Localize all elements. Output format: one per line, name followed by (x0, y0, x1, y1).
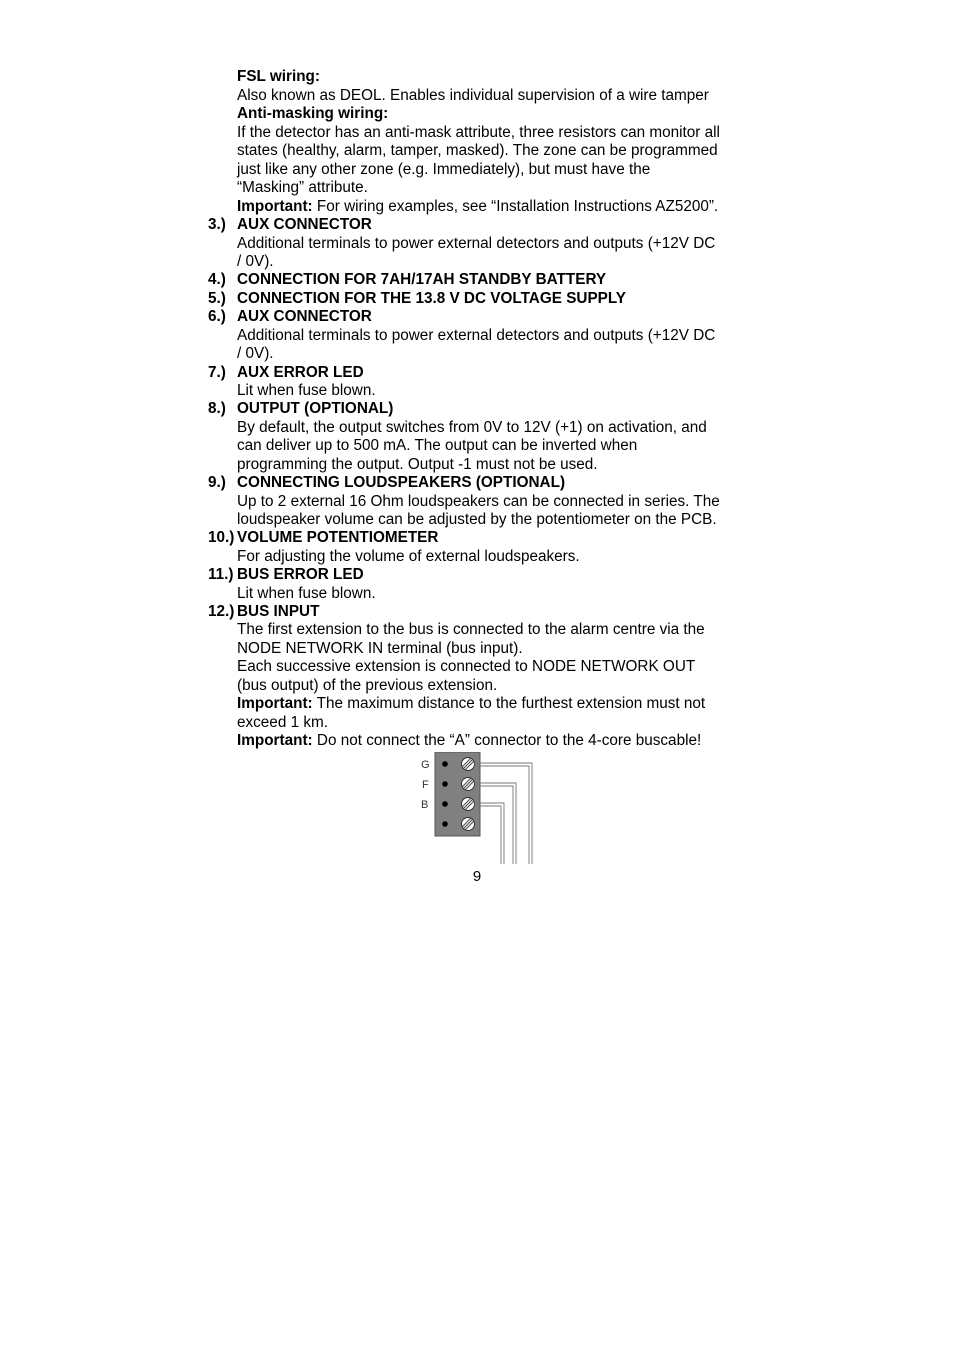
anti-masking-line: just like any other zone (e.g. Immediately), but must have the (237, 160, 651, 178)
item-text: NODE NETWORK IN terminal (bus input). (237, 639, 523, 657)
item-title: AUX CONNECTOR (237, 216, 372, 233)
item-text: The first extension to the bus is connected to the alarm centre via the (237, 621, 705, 638)
bus-connector-diagram (410, 752, 550, 868)
page-number: 9 (472, 868, 482, 885)
item-text: loudspeaker volume can be adjusted by the potentiometer on the PCB. (237, 511, 717, 528)
item-text: can deliver up to 500 mA. The output can be inverted when (237, 437, 638, 454)
item-title: BUS ERROR LED (237, 566, 364, 583)
item-text: Each successive extension is connected to NODE NETWORK OUT (237, 658, 696, 675)
wire-g (474, 763, 532, 864)
anti-masking-heading: Anti-masking wiring: (237, 105, 389, 122)
item-title: CONNECTING LOUDSPEAKERS (OPTIONAL) (237, 474, 566, 491)
item-title: AUX ERROR LED (237, 363, 364, 381)
item-number: 6.) (208, 308, 226, 325)
item-title: AUX CONNECTOR (237, 308, 372, 325)
bus-important-note (237, 732, 701, 751)
item-text: Lit when fuse blown. (237, 584, 376, 602)
bus-important-note (237, 695, 705, 714)
terminal-hole (442, 801, 448, 807)
connector-drawing (410, 752, 550, 868)
item-text: / 0V). (237, 345, 274, 362)
fsl-text: Also known as DEOL. Enables individual supervision of a wire tamper (237, 86, 709, 104)
item-number: 10.) (208, 529, 235, 546)
terminal-label-g: G (421, 759, 430, 771)
important-label: Important: (237, 197, 313, 215)
important-label: Important: (237, 732, 313, 749)
item-text: Additional terminals to power external detectors and outputs (+12V DC (237, 234, 716, 252)
important-note (237, 198, 718, 217)
item-title: BUS INPUT (237, 603, 320, 620)
item-number: 8.) (208, 400, 226, 417)
terminal-screw (462, 758, 475, 771)
item-text: Lit when fuse blown. (237, 382, 376, 399)
terminal-screw (462, 778, 475, 791)
item-text: By default, the output switches from 0V to 12V (+1) on activation, and (237, 418, 707, 436)
terminal-label-b: B (421, 799, 429, 811)
item-text: / 0V). (237, 253, 274, 270)
item-number: 12.) (208, 603, 235, 620)
fsl-heading: FSL wiring: (237, 68, 320, 85)
item-title: CONNECTION FOR THE 13.8 V DC VOLTAGE SUPPLY (237, 289, 626, 307)
important-text: For wiring examples, see “Installation Instructions AZ5200”. (312, 197, 719, 215)
anti-masking-line: states (healthy, alarm, tamper, masked). The zone can be programmed (237, 142, 718, 159)
item-number: 9.) (208, 474, 226, 491)
item-text: Up to 2 external 16 Ohm loudspeakers can be connected in series. The (237, 492, 720, 510)
item-number: 11.) (208, 566, 234, 583)
item-number: 5.) (208, 289, 226, 307)
terminal-hole (442, 761, 448, 767)
item-text: For adjusting the volume of external loudspeakers. (237, 547, 580, 565)
terminal-hole (442, 821, 448, 827)
item-number: 7.) (208, 363, 226, 381)
item-title: VOLUME POTENTIOMETER (237, 529, 439, 546)
terminal-screw (462, 818, 475, 831)
anti-masking-line: If the detector has an anti-mask attribute, three resistors can monitor all (237, 123, 720, 141)
terminal-hole (442, 781, 448, 787)
important-text: The maximum distance to the furthest extension must not (312, 695, 706, 712)
terminal-label-f: F (422, 779, 429, 791)
item-title: CONNECTION FOR 7AH/17AH STANDBY BATTERY (237, 271, 607, 288)
important-label: Important: (237, 695, 313, 712)
bus-note-continuation: exceed 1 km. (237, 713, 328, 731)
item-text: (bus output) of the previous extension. (237, 676, 498, 694)
item-number: 4.) (208, 271, 226, 288)
item-number: 3.) (208, 216, 226, 233)
important-text: Do not connect the “A” connector to the 4-core buscable! (312, 732, 702, 749)
item-text: Additional terminals to power external detectors and outputs (+12V DC (237, 326, 716, 344)
item-text: programming the output. Output -1 must not be used. (237, 455, 598, 473)
terminal-screw (462, 798, 475, 811)
anti-masking-line: “Masking” attribute. (237, 179, 368, 196)
item-title: OUTPUT (OPTIONAL) (237, 400, 394, 417)
